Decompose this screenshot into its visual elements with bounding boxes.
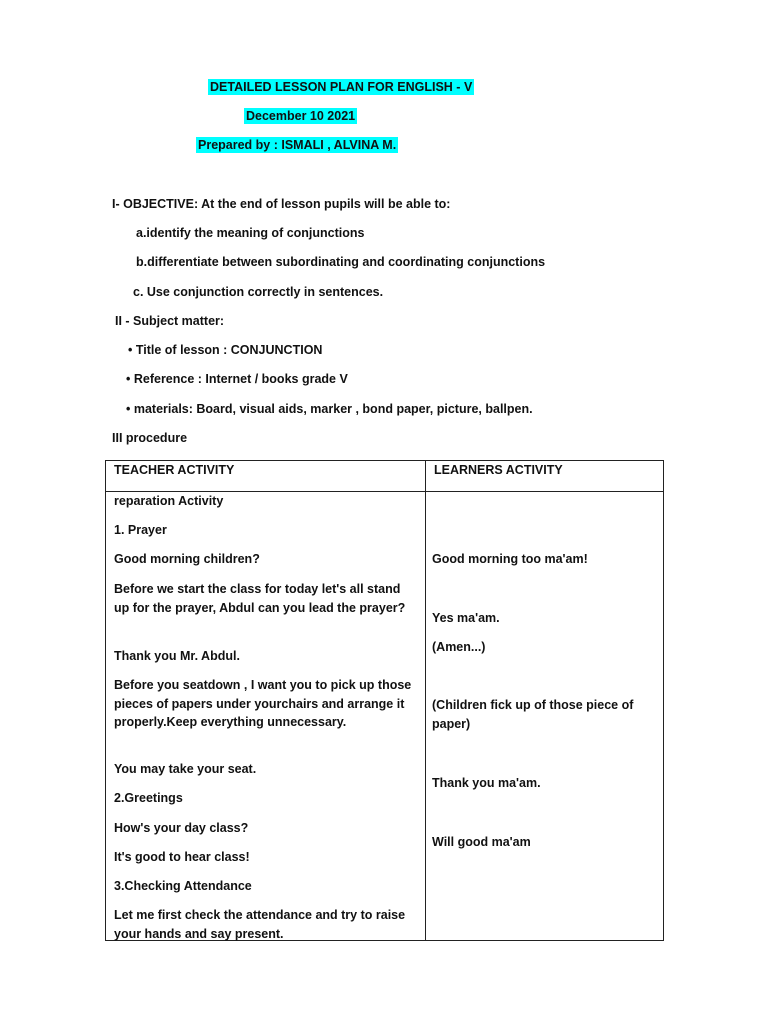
table-row: [106, 492, 664, 941]
learner-line: (Children fick up of those piece of paper): [432, 698, 634, 731]
learner-line: Will good ma'am: [432, 835, 531, 849]
table-header-cell: [106, 461, 426, 492]
learner-line: (Amen...): [432, 640, 486, 654]
procedure-heading: III procedure: [112, 431, 188, 445]
learners-activity-header: LEARNERS ACTIVITY: [434, 463, 563, 477]
learner-line: Thank you ma'am.: [432, 776, 541, 790]
document-title-text: DETAILED LESSON PLAN FOR ENGLISH - V: [210, 80, 473, 94]
procedure-table: [105, 460, 664, 941]
table-header-cell: [426, 461, 664, 492]
learner-line: Good morning too ma'am!: [432, 552, 588, 566]
teacher-line: It's good to hear class!: [114, 850, 250, 864]
subject-bullet: • Title of lesson : CONJUNCTION: [128, 343, 323, 357]
teacher-line: Good morning children?: [114, 552, 260, 566]
subject-bullet: • Reference : Internet / books grade V: [126, 372, 348, 386]
learner-line: Yes ma'am.: [432, 611, 500, 625]
subject-matter-heading: II - Subject matter:: [115, 314, 225, 328]
teacher-line: Let me first check the attendance and try to raise your hands and say present.: [114, 908, 406, 941]
teacher-line: 1. Prayer: [114, 523, 167, 537]
prepared-by-text: Prepared by : ISMALI , ALVINA M.: [198, 138, 397, 152]
objective-heading: I- OBJECTIVE: At the end of lesson pupils will be able to:: [112, 197, 451, 211]
learners-activity-cell: [426, 492, 664, 941]
table-header-row: [106, 461, 664, 492]
teacher-activity-cell: [106, 492, 426, 941]
objective-item: a.identify the meaning of conjunctions: [136, 226, 365, 240]
teacher-line: How's your day class?: [114, 821, 249, 835]
teacher-line: 2.Greetings: [114, 791, 183, 805]
document-date: [244, 109, 357, 123]
teacher-line: Before you seatdown , I want you to pick up those pieces of papers under yourchairs and arrange it properly.Keep everything unnecessary.: [114, 678, 412, 729]
subject-bullet: • materials: Board, visual aids, marker , bond paper, picture, ballpen.: [126, 402, 533, 416]
objective-item: c. Use conjunction correctly in sentences.: [133, 285, 384, 299]
teacher-line: You may take your seat.: [114, 762, 257, 776]
objective-item: b.differentiate between subordinating and coordinating conjunctions: [136, 255, 546, 269]
document-date-text: December 10 2021: [246, 109, 356, 123]
teacher-line: Before we start the class for today let's all stand up for the prayer, Abdul can you lead the prayer?: [114, 582, 406, 615]
teacher-line: reparation Activity: [114, 494, 224, 508]
teacher-activity-header: TEACHER ACTIVITY: [114, 463, 235, 477]
teacher-line: 3.Checking Attendance: [114, 879, 252, 893]
document-title: [208, 80, 474, 94]
teacher-line: Thank you Mr. Abdul.: [114, 649, 240, 663]
prepared-by: [196, 138, 398, 152]
